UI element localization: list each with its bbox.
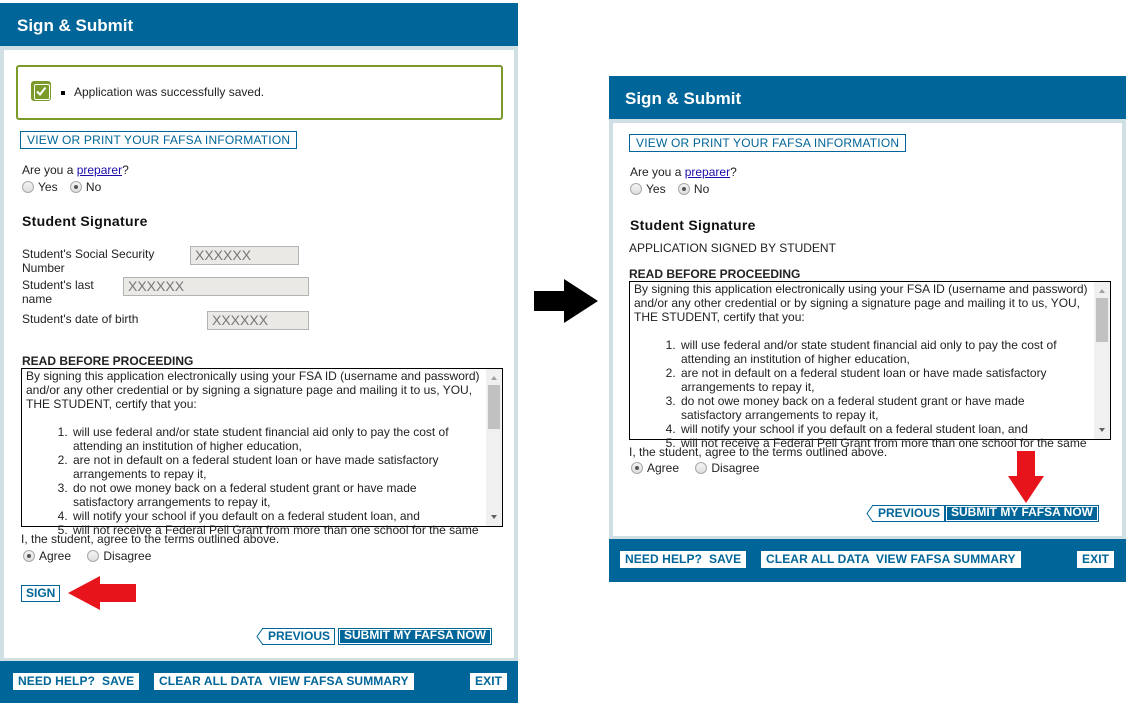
panel-title: Sign & Submit xyxy=(609,76,1126,119)
terms-item: 3. do not owe money back on a federal student grant or have made satisfactory arrangements to repay it, xyxy=(679,394,1088,422)
panel-body xyxy=(613,123,1122,536)
preparer-yes-label: Yes xyxy=(38,180,58,194)
read-before-proceeding-heading: READ BEFORE PROCEEDING xyxy=(22,354,194,368)
terms-item: 4. will notify your school if you default on a federal student loan, and xyxy=(71,509,480,523)
disagree-label: Disagree xyxy=(711,461,760,475)
terms-item: 2. are not in default on a federal student loan or have made satisfactory arrangements to repay it, xyxy=(679,366,1088,394)
agree-radio[interactable] xyxy=(631,462,643,474)
terms-list xyxy=(71,425,480,537)
preparer-question-suffix: ? xyxy=(730,165,737,179)
terms-content xyxy=(630,282,1110,450)
preparer-question-prefix: Are you a xyxy=(630,165,685,179)
ssn-field[interactable]: XXXXXX xyxy=(190,246,299,265)
scroll-thumb[interactable] xyxy=(488,385,500,429)
preparer-link[interactable]: preparer xyxy=(684,165,731,179)
preparer-no-radio[interactable] xyxy=(678,183,690,195)
bullet-icon xyxy=(61,91,65,95)
disagree-radio[interactable] xyxy=(695,462,707,474)
red-arrow-down-icon xyxy=(1007,450,1045,504)
sign-button[interactable]: SIGN xyxy=(21,585,60,602)
panel-body xyxy=(4,50,514,658)
agree-radio-group xyxy=(631,461,759,475)
terms-item: 1. will use federal and/or state student financial aid only to pay the cost of attending an institution of higher education, xyxy=(679,338,1088,366)
red-arrow-left-icon xyxy=(66,574,138,612)
preparer-question xyxy=(22,163,129,177)
chevron-left-icon xyxy=(866,505,873,522)
panel-title: Sign & Submit xyxy=(0,3,518,46)
submit-fafsa-button[interactable]: SUBMIT MY FAFSA NOW xyxy=(338,628,492,645)
last-name-field[interactable]: XXXXXX xyxy=(123,277,309,296)
flow-arrow-right-icon xyxy=(533,278,599,324)
exit-button[interactable]: EXIT xyxy=(470,673,507,690)
preparer-no-label: No xyxy=(85,180,102,194)
agree-label: Agree xyxy=(39,549,72,563)
exit-button[interactable]: EXIT xyxy=(1077,551,1114,568)
save-button[interactable]: SAVE xyxy=(97,673,139,690)
terms-scrollbar[interactable] xyxy=(486,369,502,526)
panel-footer xyxy=(0,661,518,703)
terms-content xyxy=(22,369,502,537)
terms-intro: By signing this application electronically using your FSA ID (username and password) and/or any other credential or by signing a signature page and mailing it to us, YOU, THE STUDENT, certify that you: xyxy=(26,369,480,411)
preparer-question xyxy=(630,165,737,179)
terms-item: 1. will use federal and/or state student financial aid only to pay the cost of attending an institution of higher education, xyxy=(71,425,480,453)
agree-radio[interactable] xyxy=(23,550,35,562)
terms-textbox[interactable] xyxy=(629,281,1111,450)
scroll-up-icon[interactable] xyxy=(491,376,497,380)
agree-radio-group xyxy=(23,549,151,563)
checkmark-icon xyxy=(31,81,51,101)
clear-all-data-button[interactable]: CLEAR ALL DATA xyxy=(761,551,875,568)
dob-field[interactable]: XXXXXX xyxy=(207,311,309,330)
scroll-thumb[interactable] xyxy=(1096,298,1108,342)
last-name-label: Student's last name xyxy=(22,278,94,306)
preparer-radio-group xyxy=(630,182,709,196)
previous-label: PREVIOUS xyxy=(878,506,941,520)
preparer-no-radio[interactable] xyxy=(70,181,82,193)
need-help-button[interactable]: NEED HELP? xyxy=(13,673,100,690)
success-message-box xyxy=(16,65,503,120)
terms-item: 2. are not in default on a federal student loan or have made satisfactory arrangements to repay it, xyxy=(71,453,480,481)
preparer-link[interactable]: preparer xyxy=(76,163,123,177)
disagree-radio[interactable] xyxy=(87,550,99,562)
terms-item: 5. will not receive a Federal Pell Grant from more than one school for the same xyxy=(679,436,1088,450)
terms-item: 4. will notify your school if you default on a federal student loan, and xyxy=(679,422,1088,436)
previous-button[interactable] xyxy=(262,628,335,645)
view-fafsa-summary-button[interactable]: VIEW FAFSA SUMMARY xyxy=(871,551,1021,568)
preparer-no-label: No xyxy=(693,182,710,196)
terms-list xyxy=(679,338,1088,450)
submit-fafsa-button[interactable]: SUBMIT MY FAFSA NOW xyxy=(945,505,1099,522)
read-before-proceeding-heading: READ BEFORE PROCEEDING xyxy=(629,267,801,281)
agree-statement: I, the student, agree to the terms outlined above. xyxy=(629,445,888,459)
preparer-question-prefix: Are you a xyxy=(22,163,77,177)
view-fafsa-summary-button[interactable]: VIEW FAFSA SUMMARY xyxy=(264,673,414,690)
disagree-label: Disagree xyxy=(103,549,152,563)
terms-scrollbar[interactable] xyxy=(1094,282,1110,439)
sign-submit-panel-after xyxy=(609,76,1126,582)
terms-item: 5. will not receive a Federal Pell Grant from more than one school for the same xyxy=(71,523,480,537)
preparer-yes-radio[interactable] xyxy=(22,181,34,193)
scroll-down-icon[interactable] xyxy=(491,515,497,519)
previous-label: PREVIOUS xyxy=(268,629,331,643)
agree-statement: I, the student, agree to the terms outlined above. xyxy=(21,532,280,546)
scroll-down-icon[interactable] xyxy=(1099,428,1105,432)
terms-item: 3. do not owe money back on a federal student grant or have made satisfactory arrangements to repay it, xyxy=(71,481,480,509)
success-message: Application was successfully saved. xyxy=(74,85,265,99)
view-print-fafsa-button[interactable]: VIEW OR PRINT YOUR FAFSA INFORMATION xyxy=(20,131,297,149)
terms-textbox[interactable] xyxy=(21,368,503,537)
previous-button[interactable] xyxy=(872,505,945,522)
scroll-up-icon[interactable] xyxy=(1099,289,1105,293)
need-help-button[interactable]: NEED HELP? xyxy=(620,551,707,568)
view-print-fafsa-button[interactable]: VIEW OR PRINT YOUR FAFSA INFORMATION xyxy=(629,134,906,152)
preparer-yes-label: Yes xyxy=(646,182,666,196)
preparer-yes-radio[interactable] xyxy=(630,183,642,195)
chevron-left-icon xyxy=(256,628,263,645)
terms-intro: By signing this application electronically using your FSA ID (username and password) and/or any other credential or by signing a signature page and mailing it to us, YOU, THE STUDENT, certify that you: xyxy=(634,282,1088,324)
signed-status: APPLICATION SIGNED BY STUDENT xyxy=(629,241,836,255)
clear-all-data-button[interactable]: CLEAR ALL DATA xyxy=(154,673,268,690)
preparer-question-suffix: ? xyxy=(122,163,129,177)
panel-footer xyxy=(609,539,1126,582)
save-button[interactable]: SAVE xyxy=(704,551,746,568)
student-signature-heading: Student Signature xyxy=(22,213,148,229)
agree-label: Agree xyxy=(647,461,680,475)
student-signature-heading: Student Signature xyxy=(630,217,756,233)
preparer-radio-group xyxy=(22,180,101,194)
dob-label: Student's date of birth xyxy=(22,312,139,326)
ssn-label: Student's Social Security Number xyxy=(22,247,155,275)
